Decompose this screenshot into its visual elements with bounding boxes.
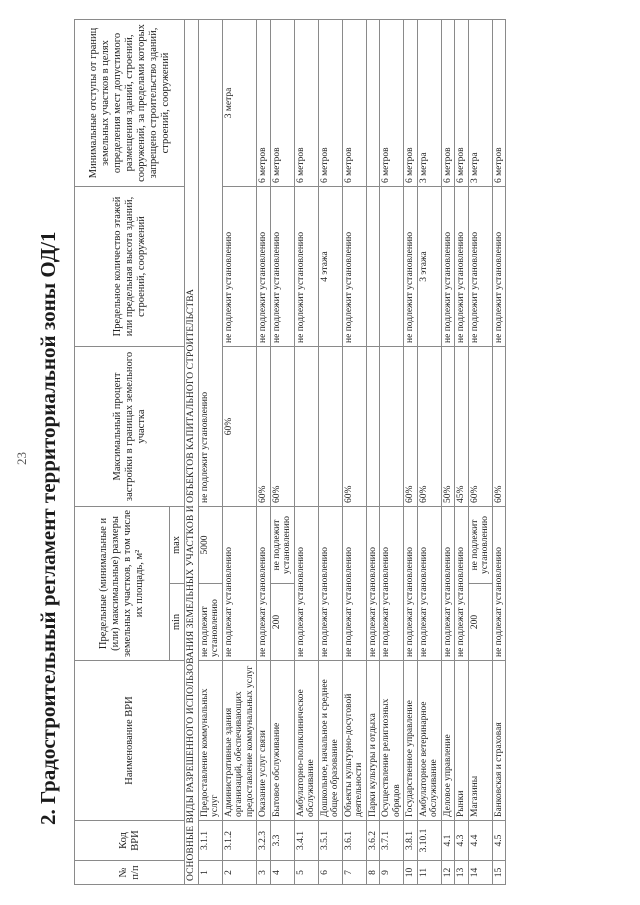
row-coverage: 60%: [257, 346, 271, 506]
row-setback: 6 метров: [257, 19, 271, 186]
regulation-table: [74, 19, 506, 885]
row-size: не подлежат установлению: [455, 506, 469, 660]
row-code: 3.1.2: [222, 821, 257, 861]
row-size: не подлежат установлению: [441, 506, 455, 660]
row-num: 1: [198, 861, 222, 885]
row-size: не подлежат установлению: [380, 506, 404, 660]
row-name: Амбулаторно-поликлиническое обслуживание: [294, 661, 318, 821]
row-floors-empty: [366, 186, 380, 346]
section-title: ОСНОВНЫЕ ВИДЫ РАЗРЕШЕННОГО ИСПОЛЬЗОВАНИЯ ЗЕМЕЛЬНЫХ УЧАСТКОВ И ОБЪЕКТОВ КАПИТАЛЬНОГО СТРОИТЕЛЬСТВА: [185, 19, 199, 884]
row-min: 200: [270, 584, 294, 661]
table-row: [318, 19, 342, 884]
table-row: [342, 19, 366, 884]
table-row: [257, 19, 271, 884]
row-code: 3.7.1: [380, 821, 404, 861]
row-coverage-empty: [318, 346, 342, 506]
table-row: [380, 19, 404, 884]
row-max: не подлежит установлению: [468, 506, 492, 583]
header-name: Наименование ВРИ: [75, 661, 185, 821]
table-row: [294, 19, 318, 884]
row-size: не подлежат установлению: [294, 506, 318, 660]
row-setback-empty: [366, 19, 380, 186]
row-coverage-empty: [366, 346, 380, 506]
row-coverage: 60%: [492, 346, 506, 506]
row-setback: 6 метров: [492, 19, 506, 186]
row-floors: не подлежит установлению: [404, 186, 418, 346]
row-code: 4.5: [492, 821, 506, 861]
row-code: 3.6.1: [342, 821, 366, 861]
header-floors: Предельное количество этажей или предельная высота зданий, строений, сооружений: [75, 186, 185, 346]
table-row: [198, 19, 222, 884]
row-num: 3: [257, 861, 271, 885]
row-num: 6: [318, 861, 342, 885]
row-setback: 6 метров: [318, 19, 342, 186]
table-row: [455, 19, 469, 884]
row-num: 14: [468, 861, 492, 885]
row-coverage-empty: [294, 346, 318, 506]
row-floors: не подлежит установлению: [257, 186, 271, 346]
row-coverage: 60%: [404, 346, 418, 506]
row-num: 7: [342, 861, 366, 885]
row-coverage: 50%: [441, 346, 455, 506]
row-setback: 6 метров: [294, 19, 318, 186]
row-num: 10: [404, 861, 418, 885]
row-code: 3.4.1: [294, 821, 318, 861]
row-name: Рынки: [455, 661, 469, 821]
row-num: 9: [380, 861, 404, 885]
row-name: Бытовое обслуживание: [270, 661, 294, 821]
row-floors: не подлежит установлению: [468, 186, 492, 346]
row-size: не подлежат установлению: [404, 506, 418, 660]
row-name: Административные здания организаций, обеспечивающих предоставление коммунальных услуг: [222, 661, 257, 821]
row-code: 3.6.2: [366, 821, 380, 861]
table-row: [417, 19, 441, 884]
row-coverage: 60%: [270, 346, 294, 506]
header-max: max: [170, 506, 185, 583]
table-row: [270, 19, 294, 884]
row-coverage: 45%: [455, 346, 469, 506]
row-coverage: 60%: [342, 346, 366, 506]
row-size: не подлежат установлению: [342, 506, 366, 660]
table-row: [441, 19, 455, 884]
row-setback: 6 метров: [441, 19, 455, 186]
row-code: 4.4: [468, 821, 492, 861]
row-floors: 3 этажа: [417, 186, 441, 346]
row-rest: не подлежит установлению: [198, 19, 222, 506]
row-floors: не подлежит установлению: [492, 186, 506, 346]
row-num: 4: [270, 861, 294, 885]
row-name: Предоставление коммунальных услуг: [198, 661, 222, 821]
row-floors-empty: [380, 186, 404, 346]
table-row: [468, 19, 492, 884]
row-code: 4.1: [441, 821, 455, 861]
row-name: Банковская и страховая: [492, 661, 506, 821]
row-floors: не подлежит установлению: [294, 186, 318, 346]
row-code: 3.8.1: [404, 821, 418, 861]
row-setback: 6 метров: [342, 19, 366, 186]
row-setback: 6 метров: [404, 19, 418, 186]
table-header-row: [75, 19, 170, 884]
row-name: Объекты культурно-досуговой деятельности: [342, 661, 366, 821]
row-setback: 3 метра: [417, 19, 441, 186]
row-name: Дошкольное, начальное и среднее общее образование: [318, 661, 342, 821]
row-coverage-empty: [380, 346, 404, 506]
row-size: не подлежат установлению: [222, 506, 257, 660]
row-min: не подлежит установлению: [198, 584, 222, 661]
row-floors: 4 этажа: [318, 186, 342, 346]
table-row: [222, 19, 257, 884]
row-code: 3.5.1: [318, 821, 342, 861]
row-name: Оказание услуг связи: [257, 661, 271, 821]
header-coverage: Максимальный процент застройки в границах земельного участка: [75, 346, 185, 506]
row-size: не подлежат установлению: [257, 506, 271, 660]
row-min: 200: [468, 584, 492, 661]
row-setback: 6 метров: [270, 19, 294, 186]
row-num: 2: [222, 861, 257, 885]
row-coverage: 60%: [222, 346, 257, 506]
row-num: 13: [455, 861, 469, 885]
row-name: Осуществление религиозных обрядов: [380, 661, 404, 821]
row-size: не подлежат установлению: [492, 506, 506, 660]
header-code: Код ВРИ: [75, 821, 185, 861]
row-name: Государственное управление: [404, 661, 418, 821]
row-setback: 6 метров: [380, 19, 404, 186]
row-floors: не подлежит установлению: [455, 186, 469, 346]
row-num: 5: [294, 861, 318, 885]
row-num: 12: [441, 861, 455, 885]
row-name: Магазины: [468, 661, 492, 821]
row-code: 3.2.3: [257, 821, 271, 861]
row-coverage: 60%: [417, 346, 441, 506]
header-size-group: Предельные (минимальные и (или) максимальные) размеры земельных участков, в том числе их площадь, м²: [75, 506, 170, 660]
row-num: 15: [492, 861, 506, 885]
row-num: 8: [366, 861, 380, 885]
row-name: Амбулаторное ветеринарное обслуживание: [417, 661, 441, 821]
section-row: [185, 19, 199, 884]
page-number: 23: [14, 452, 29, 465]
header-min: min: [170, 584, 185, 661]
table-row: [404, 19, 418, 884]
row-coverage: 60%: [468, 346, 492, 506]
row-code: 3.1.1: [198, 821, 222, 861]
row-code: 3.10.1: [417, 821, 441, 861]
row-size: не подлежат установлению: [366, 506, 380, 660]
row-setback: 3 метра: [222, 19, 257, 186]
row-size: не подлежат установлению: [417, 506, 441, 660]
row-max: не подлежит установлению: [270, 506, 294, 583]
row-floors: не подлежит установлению: [222, 186, 257, 346]
row-size: не подлежат установлению: [318, 506, 342, 660]
row-code: 4.3: [455, 821, 469, 861]
row-setback: 6 метров: [455, 19, 469, 186]
row-name: Парки культуры и отдыха: [366, 661, 380, 821]
header-setback: Минимальные отступы от границ земельных участков в целях определения мест допустимого размещения зданий, строений, сооружений, за пределами которых запрещено строительство зданий, строений, сооружений: [75, 19, 185, 186]
row-floors: не подлежит установлению: [441, 186, 455, 346]
document-title: 2. Градостроительный регламент территориальной зоны ОД/1: [36, 231, 60, 825]
row-max: 5000: [198, 506, 222, 583]
table-row: [366, 19, 380, 884]
table-row: [492, 19, 506, 884]
row-code: 3.3: [270, 821, 294, 861]
row-floors: не подлежит установлению: [342, 186, 366, 346]
row-name: Деловое управление: [441, 661, 455, 821]
row-floors: не подлежит установлению: [270, 186, 294, 346]
row-setback: 3 метра: [468, 19, 492, 186]
row-num: 11: [417, 861, 441, 885]
header-num: № п/п: [75, 861, 185, 885]
